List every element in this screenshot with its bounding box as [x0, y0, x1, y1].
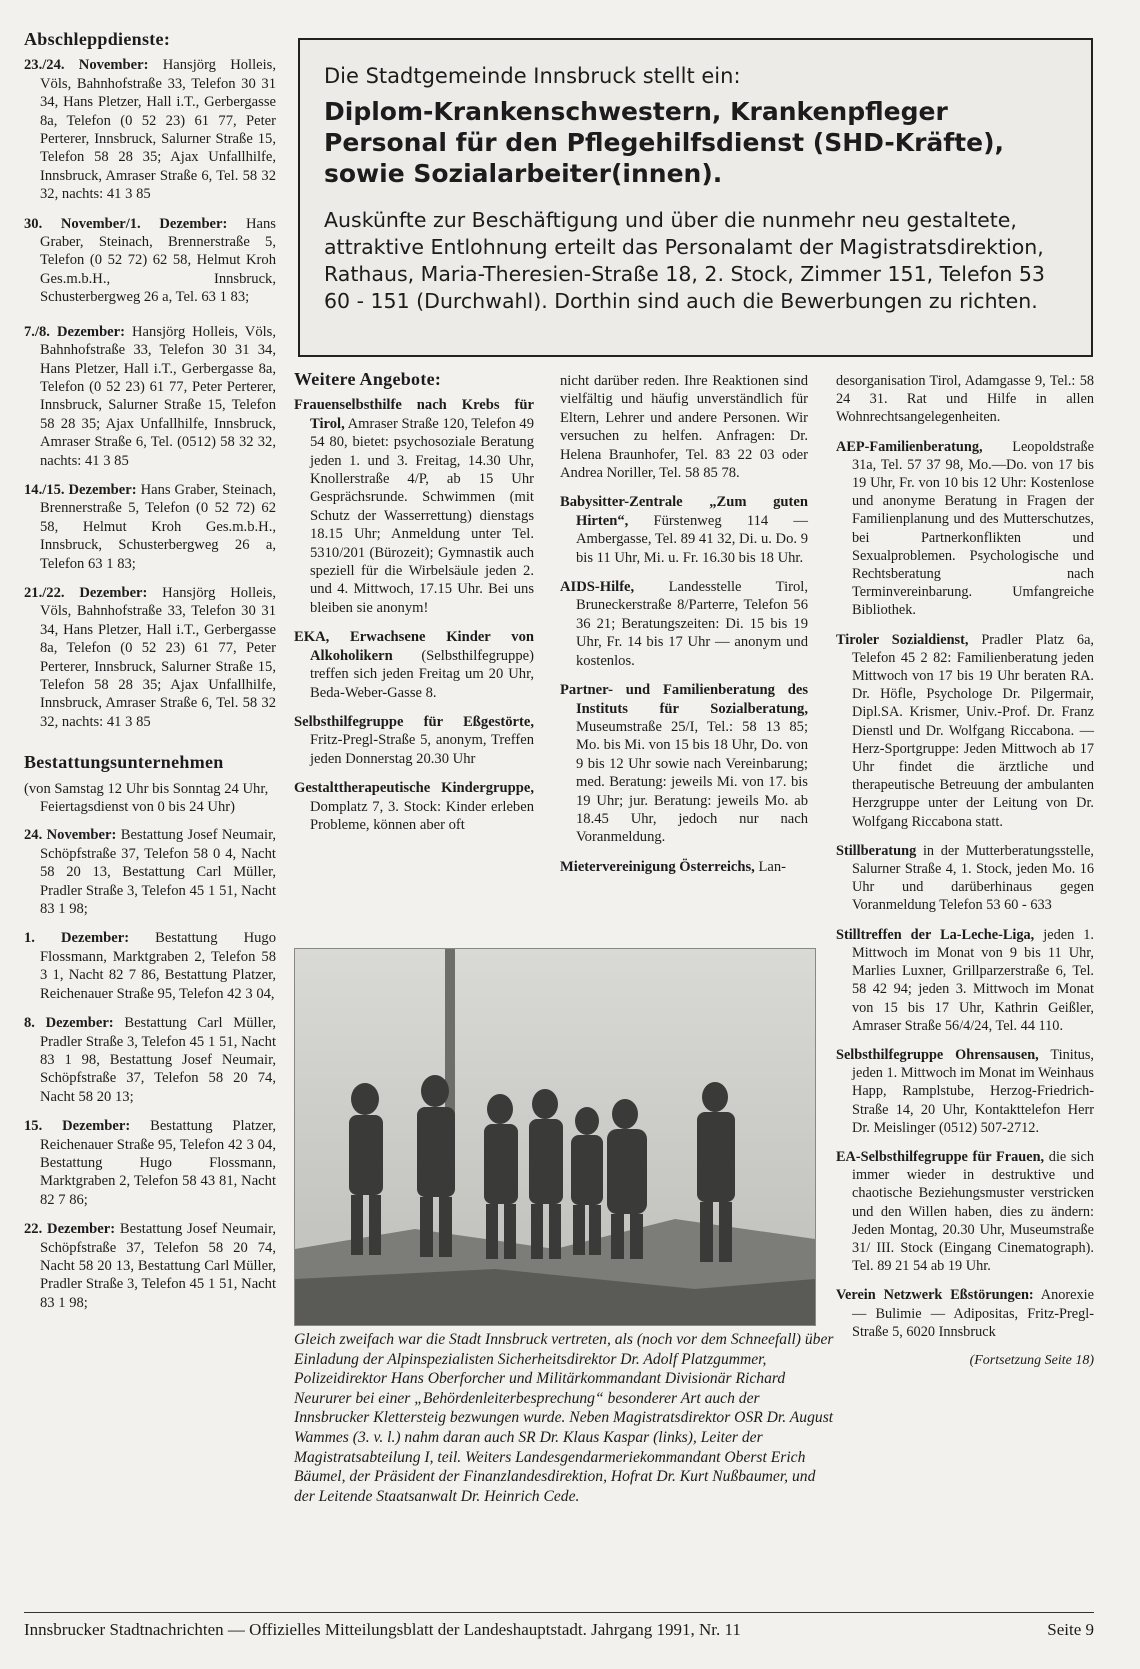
column-left — [24, 30, 276, 1323]
entry-lead: AIDS-Hilfe, — [560, 579, 635, 596]
entry-date: 14./15. Dezember: — [24, 481, 137, 498]
entry-text: in der Mutterberatungsstelle, Salurner Straße 4, 1. Stock, jeden Mo. 16 Uhr und darüberhinaus gegen Voranmeldung Telefon 53 60 - 633 — [852, 842, 1094, 914]
ad-body: Auskünfte zur Beschäftigung und über die nunmehr neu gestaltete, attraktive Entlohnung erteilt das Personalamt der Magistratsdirektion, Rathaus, Maria-Theresien-Straße 18, 2. Stock, Zimmer 151, Telefon 53 60 - 151 (Durchwahl). Dorthin sind auch die Bewerbungen zu richten. — [324, 208, 1045, 313]
entry-lead: Selbsthilfegruppe für Eßgestörte, — [294, 713, 534, 730]
group-photo — [294, 948, 816, 1326]
entry-text: Hans Graber, Steinach, Brennerstraße 5, Telefon (0 52 72) 62 58, Helmut Kroh Ges.m.b.H., Innsbruck, Schusterbergweg 26 a, Tel. 63 1 83; — [40, 215, 276, 306]
funeral-note: (von Samstag 12 Uhr bis Sonntag 24 Uhr, Feiertagsdienst von 0 bis 24 Uhr) — [24, 780, 269, 816]
list-item — [24, 1220, 276, 1312]
entry-date: 30. November/1. Dezember: — [24, 215, 228, 232]
continued-text: nicht darüber reden. Ihre Reaktionen sind vielfältig und häufig unverständlich für Eltern, Lehrer und andere Personen. Wir versuchen zu helfen. Anfragen: Dr. Helena Braunhofer, Tel. 83 22 03 oder Andrea Noriller, Tel. 58 85 78. — [560, 373, 808, 482]
entry-date: 15. Dezember: — [24, 1118, 131, 1135]
entry-text: Hansjörg Holleis, Völs, Bahnhofstraße 33, Telefon 30 31 34, Hans Pletzer, Hall i.T., Gerbergasse 8a, Telefon (0 52 23) 61 77, Peter Perterer, Innsbruck, Salurner Straße 15, Telefon 58 28 35; Ajax Unfallhilfe, Innsbruck, Amraser Straße 6, Tel. (0512) 58 32 32, nachts: 41 3 85 — [40, 323, 277, 469]
list-item — [24, 56, 276, 203]
entry-text: Anorexie — Bulimie — Adipositas, Fritz-Pregl-Straße 5, 6020 Innsbruck — [852, 1287, 1094, 1340]
offers-title: Weitere Angebote: — [294, 369, 442, 389]
list-item — [294, 628, 534, 702]
funeral-title: Bestattungsunternehmen — [24, 752, 224, 773]
entry-date: 1. Dezember: — [24, 930, 130, 947]
column-right — [836, 372, 1094, 1370]
entry-date: 7./8. Dezember: — [24, 323, 126, 340]
entry-text: Bestattung Platzer, Reichenauer Straße 95, Telefon 42 3 04, Bestattung Hugo Flossmann, Marktgraben 2, Telefon 58 43 81, Nacht 82 7 86; — [40, 1118, 276, 1208]
entry-text: Bestattung Hugo Flossmann, Marktgraben 2, Telefon 58 3 1, Nacht 82 7 86, Bestattung Platzer, Reichenauer Straße 95, Telefon 42 3 04, — [40, 930, 277, 1002]
job-advertisement — [298, 38, 1093, 357]
entry-text: Bestattung Josef Neumair, Schöpfstraße 37, Telefon 58 0 4, Nacht 58 20 13, Bestattung Carl Müller, Pradler Straße 3, Telefon 45 1 51, Nacht 83 1 98; — [40, 827, 277, 918]
entry-lead: Stillberatung — [836, 842, 917, 859]
entry-text: Fritz-Pregl-Straße 5, anonym, Treffen jeden Donnerstag 20.30 Uhr — [310, 732, 534, 767]
list-item — [836, 926, 1094, 1035]
list-item — [836, 1046, 1094, 1137]
entry-lead: Stilltreffen der La-Leche-Liga, — [836, 926, 1035, 943]
entry-lead: EA-Selbsthilfegruppe für Frauen, — [836, 1148, 1045, 1165]
entry-lead: Selbsthilfegruppe Ohrensausen, — [836, 1046, 1039, 1063]
photo-caption: Gleich zweifach war die Stadt Innsbruck vertreten, als (noch vor dem Schneefall) über Einladung der Alpinspezialisten Sicherheitsdirektor Dr. Adolf Platzgummer, Polizeidirektor Hans Oberforcher und Militärkommandant Divisionär Richard Neururer bei einer „Behördenleiterbesprechung“ besonderer Art auch der Innsbrucker Klettersteig bezwungen wurde. Neben Magistratsdirektor OSR Dr. August Wammes (3. v. l.) nahm daran auch SR Dr. Klaus Kaspar (links), Leiter der Magistratsabteilung I, teil. Weiters Landesgendarmeriekommandant Oberst Erich Bäumel, der Präsident der Finanzlandesdirektion, Hofrat Dr. Kurt Nußbaumer, und der Leitende Staatsanwalt Dr. Heinrich Cede. — [294, 1331, 834, 1505]
entry-text: Leopoldstraße 31a, Tel. 57 37 98, Mo.—Do. von 17 bis 19 Uhr, Fr. von 10 bis 12 Uhr: Kostenlose und anonyme Beratung in Fragen der Familienplanung und des Mutterschutzes, bei Partnerkonflikten und Sexualproblemen. Psychologische und Rechtsberatung nach Terminvereinbarung. Umfangreiche Bibliothek. — [852, 438, 1094, 619]
list-item — [836, 1148, 1094, 1275]
list-item — [836, 631, 1094, 831]
list-item — [836, 438, 1094, 620]
footer-divider — [24, 1612, 1094, 1613]
entry-lead: Partner- und Familienberatung des Instituts für Sozialberatung, — [560, 682, 808, 717]
entry-text: Bestattung Josef Neumair, Schöpfstraße 37, Telefon 58 20 74, Nacht 58 20 13, Bestattung Carl Müller, Pradler Straße 3, Telefon 45 1 51, Nacht 83 1 98; — [40, 1221, 276, 1311]
entry-lead: Frauenselbsthilfe nach Krebs für Tirol, — [294, 397, 534, 432]
entry-text: Pradler Platz 6a, Telefon 45 2 82: Familienberatung jeden Mittwoch von 17 bis 19 Uhr beraten RA. Dr. Höfle, Psychologe Dr. Pilgermair, Dipl.SA. Krismer, Univ.-Prof. Dr. Franz Dienstl und Dr. Wolfgang Riccabona. — Herz-Sportgruppe: Jeden Mittwoch ab 17 Uhr findet die ärztliche und therapeutische Betreuung der ambulanten Herzgruppe unter der Leitung von Dr. Wolfgang Riccabona statt. — [852, 631, 1095, 830]
entry-text: Hansjörg Holleis, Völs, Bahnhofstraße 33, Telefon 30 31 34, Hans Pletzer, Hall i.T., Gerbergasse 8a, Telefon (0 52 23) 61 77, Peter Perterer, Innsbruck, Salurner Straße 15, Telefon 58 28 35; Ajax Unfallhilfe, Innsbruck, Amraser Straße 6, Tel. 58 32 32, nachts: 41 3 85 — [40, 57, 277, 203]
entry-lead: Tiroler Sozialdienst, — [836, 631, 969, 648]
list-item — [294, 713, 534, 768]
entry-lead: AEP-Familienberatung, — [836, 438, 983, 455]
list-item — [24, 323, 276, 470]
entry-date: 21./22. Dezember: — [24, 584, 148, 601]
entry-text: Domplatz 7, 3. Stock: Kinder erleben Probleme, können aber oft — [310, 798, 534, 833]
entry-date: 22. Dezember: — [24, 1221, 116, 1238]
entry-text: Tinitus, jeden 1. Mittwoch im Monat im Weinhaus Happ, Ramplstube, Herzog-Friedrich-Straße 14, 20 Uhr, Kontakttelefon Herr Dr. Meislinger (0512) 507-2712. — [852, 1046, 1094, 1136]
entry-text: Landesstelle Tirol, Bruneckerstraße 8/Parterre, Telefon 56 36 21; Beratungszeiten: Di. 15 bis 19 Uhr, Fr. 14 bis 17 Uhr — anonym und kostenlos. — [576, 579, 808, 669]
mountain-summit-photo — [295, 949, 815, 1325]
entry-text: die sich immer wieder in destruktive und chaotische Beziehungsmuster verstricken und den Willen haben, dies zu ändern: Jeden Montag, 20.30 Uhr, Museumstraße 31/ III. Stock (Eingang Cinematograph). Tel. 89 21 54 ab 19 Uhr. — [852, 1148, 1094, 1275]
funeral-list — [24, 826, 276, 1312]
list-item — [24, 826, 276, 918]
list-item — [560, 493, 808, 567]
list-item — [24, 1117, 276, 1209]
entry-text: (Selbsthilfegruppe) treffen sich jeden Freitag um 20 Uhr, Beda-Weber-Gasse 8. — [310, 647, 534, 701]
list-item — [24, 1014, 276, 1106]
column-offers — [294, 370, 534, 845]
entry-text: Lan- — [754, 858, 787, 875]
entry-text: Museumstraße 25/I, Tel.: 58 13 85; Mo. bis Mi. von 15 bis 18 Uhr, Do. von 9 bis 12 Uhr sowie nach Vereinbarung; med. Beratung: jeweils Mi. von 17. bis 19 Uhr; jur. Beratung: jeweils Mo. ab 18.45 Uhr, jedoch nur nach Voranmeldung. — [576, 718, 808, 846]
list-item — [836, 1286, 1094, 1341]
list-item — [24, 929, 276, 1003]
entry-text: Fürstenweg 114 — Ambergasse, Tel. 89 41 32, Di. u. Do. 9 bis 11 Uhr, Mi. u. Fr. 16.30 bis 18 Uhr. — [576, 512, 808, 566]
list-item — [560, 578, 808, 670]
entry-lead: Mietervereinigung Österreichs, — [560, 858, 755, 875]
entry-date: 8. Dezember: — [24, 1015, 114, 1032]
page-number: Seite 9 — [1047, 1620, 1094, 1639]
list-item — [294, 396, 534, 617]
continued-text: desorganisation Tirol, Adamgasse 9, Tel.: 58 24 31. Rat und Hilfe in allen Wohnrechtsangelegenheiten. — [836, 373, 1094, 426]
ad-headline: Diplom-Krankenschwestern, Krankenpfleger Personal für den Pflegehilfsdienst (SHD-Kräfte), sowie Sozialarbeiter(innen). — [324, 97, 1004, 188]
list-item — [24, 481, 276, 573]
entry-lead: EKA, Erwachsene Kinder von Alkoholikern — [294, 629, 534, 664]
list-item — [294, 779, 534, 834]
entry-lead: Verein Netzwerk Eßstörungen: — [836, 1287, 1034, 1304]
towing-title: Abschleppdienste: — [24, 29, 171, 49]
entry-text: Hans Graber, Steinach, Brennerstraße 5, Telefon (0 52 72) 62 58, Helmut Kroh Ges.m.b.H., Innsbruck, Schusterbergweg 26 a, Telefon 63 1 83; — [40, 481, 277, 572]
entry-date: 23./24. November: — [24, 57, 149, 74]
publication-line: Innsbrucker Stadtnachrichten — Offizielles Mitteilungsblatt der Landeshauptstadt. Jahrgang 1991, Nr. 11 — [24, 1620, 741, 1639]
list-item — [24, 584, 276, 731]
entry-text: jeden 1. Mittwoch im Monat von 9 bis 11 Uhr, Marlies Luxner, Grillparzerstraße 6, Tel. 58 42 94; jeden 3. Mittwoch im Monat von 15 bis 17 Uhr, Kathrin Geißler, Amraser Straße 56/4/24, Tel. 44 110. — [852, 926, 1094, 1034]
list-item — [560, 681, 808, 847]
list-item — [560, 858, 808, 876]
column-offers-continued — [560, 372, 808, 887]
entry-text: Amraser Straße 120, Telefon 49 54 80, bietet: psychosoziale Beratung jeden 1. und 3. Freitag, 14.30 Uhr, Knollerstraße 4/P, ab 15 Uhr Gesprächsrunde. Schwimmen (mit Schutz der Wasserrettung) dienstags 18.15 Uhr; Anmeldung unter Tel. 5310/201 (Bürozeit); Gymnastik auch speziell für die Wirbelsäule jeden 2. und 4. Mittwoch, 17.15 Uhr. Bei uns bleiben sie anonym! — [310, 415, 534, 616]
towing-list — [24, 56, 276, 731]
entry-text: Bestattung Carl Müller, Pradler Straße 3, Telefon 45 1 51, Nacht 83 1 98, Bestattung Josef Neumair, Schöpfstraße 37, Telefon 58 20 74, Nacht 58 20 13; — [40, 1015, 276, 1105]
continued-note: (Fortsetzung Seite 18) — [969, 1352, 1094, 1368]
entry-lead: Babysitter-Zentrale „Zum guten Hirten“, — [560, 494, 808, 529]
page-footer — [24, 1620, 1094, 1640]
entry-date: 24. November: — [24, 827, 117, 844]
list-item — [24, 215, 276, 307]
entry-lead: Gestalttherapeutische Kindergruppe, — [294, 780, 534, 797]
list-item — [836, 842, 1094, 915]
ad-intro: Die Stadtgemeinde Innsbruck stellt ein: — [324, 64, 741, 88]
entry-text: Hansjörg Holleis, Völs, Bahnhofstraße 33, Telefon 30 31 34, Hans Pletzer, Hall i.T., Gerbergasse 8a, Telefon (0 52 23) 61 77, Peter Perterer, Innsbruck, Salurner Straße 15, Telefon 58 28 35; Ajax Unfallhilfe, Innsbruck, Amraser Straße 6, Tel. 58 32 32, nachts: 41 3 85 — [40, 584, 277, 730]
